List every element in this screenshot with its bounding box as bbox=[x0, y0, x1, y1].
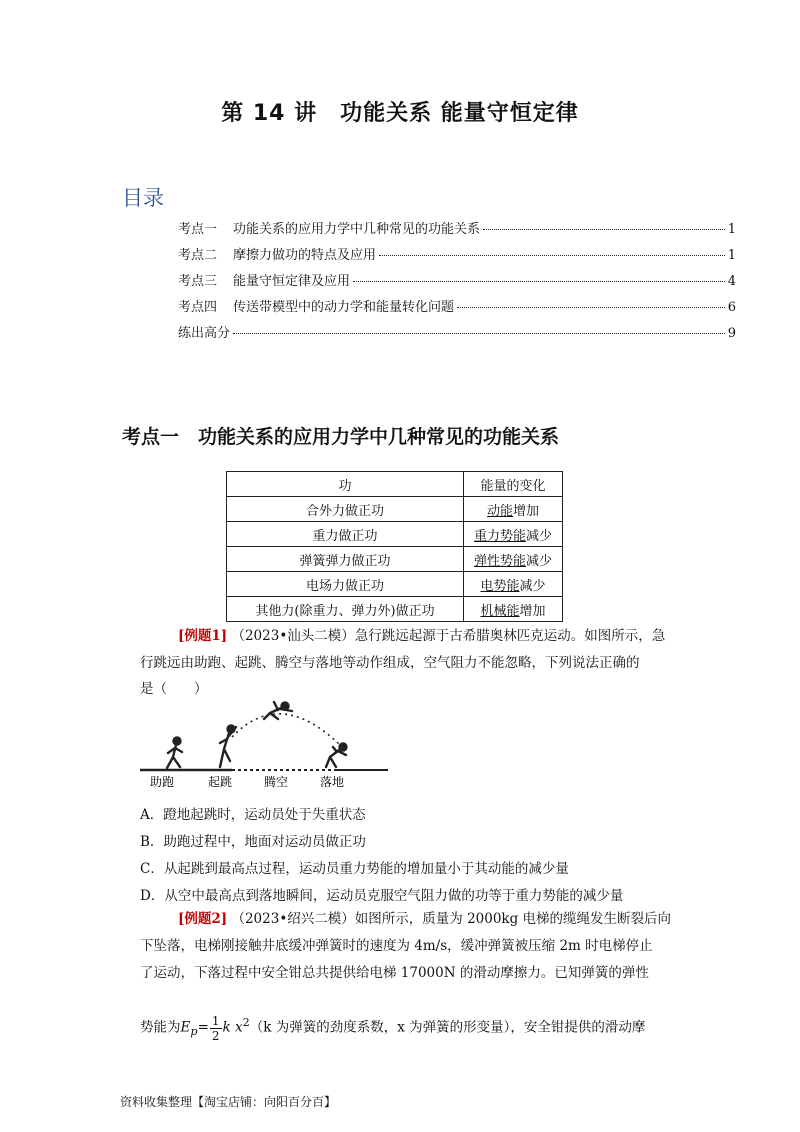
energy-change: 减少 bbox=[526, 553, 553, 569]
energy-change: 增加 bbox=[513, 503, 540, 519]
toc-item-page: 1 bbox=[727, 248, 736, 263]
energy-term: 重力势能 bbox=[473, 528, 526, 544]
option-b[interactable]: B．助跑过程中，地面对运动员做正功 bbox=[140, 834, 366, 850]
example2-line4-post: （k 为弹簧的劲度系数，x 为弹簧的形变量），安全钳提供的滑动摩 bbox=[249, 1019, 646, 1036]
example2-text: （2023•绍兴二模）如图所示，质量为 2000kg 电梯的缆绳发生断裂后向 bbox=[231, 911, 672, 927]
toc-item-text: 摩擦力做功的特点及应用 bbox=[233, 248, 377, 263]
figure-label-flight: 腾空 bbox=[264, 775, 289, 789]
table-row bbox=[227, 597, 563, 622]
table-header-row bbox=[227, 472, 563, 497]
page-title: 第 14 讲 功能关系 能量守恒定律 bbox=[221, 101, 579, 126]
runner-figure bbox=[167, 738, 182, 769]
toc-item[interactable] bbox=[178, 296, 736, 316]
toc-item[interactable] bbox=[178, 218, 736, 238]
toc-item[interactable] bbox=[178, 244, 736, 264]
example1-tag: [例题1] bbox=[178, 628, 228, 644]
table-header-work: 功 bbox=[227, 472, 464, 497]
toc-item[interactable] bbox=[178, 322, 736, 342]
toc-item-text: 练出高分 bbox=[178, 326, 231, 341]
example2-line3: 了运动，下落过程中安全钳总共提供给电梯 17000N 的滑动摩擦力。已知弹簧的弹性 bbox=[140, 965, 649, 981]
table-row bbox=[227, 497, 563, 522]
toc-leader bbox=[353, 281, 725, 282]
table-header-energy: 能量的变化 bbox=[464, 472, 563, 497]
formula-var: k x bbox=[222, 1019, 243, 1036]
table-row bbox=[227, 547, 563, 572]
example1-line2: 行跳远由助跑、起跳、腾空与落地等动作组成，空气阻力不能忽略，下列说法正确的 bbox=[140, 655, 640, 671]
option-a[interactable]: A．蹬地起跳时，运动员处于失重状态 bbox=[140, 807, 366, 823]
energy-term: 机械能 bbox=[480, 603, 520, 619]
table-cell-work: 弹簧弹力做正功 bbox=[227, 547, 464, 572]
toc-item-num: 考点二 bbox=[178, 248, 218, 263]
toc-leader bbox=[233, 333, 725, 334]
long-jump-figure bbox=[140, 697, 390, 793]
jumper-figure bbox=[220, 726, 236, 768]
example2-line4 bbox=[140, 1005, 645, 1050]
landing-figure bbox=[326, 744, 347, 768]
figure-label-run: 助跑 bbox=[150, 775, 175, 789]
energy-change: 减少 bbox=[519, 578, 546, 594]
figure-label-takeoff: 起跳 bbox=[208, 775, 233, 789]
table-row bbox=[227, 572, 563, 597]
figure-label-landing: 落地 bbox=[320, 775, 345, 789]
toc-leader bbox=[457, 307, 725, 308]
toc-item-page: 9 bbox=[727, 326, 736, 341]
table-cell-work: 其他力(除重力、弹力外)做正功 bbox=[227, 597, 464, 622]
option-d[interactable]: D．从空中最高点到落地瞬间，运动员克服空气阻力做的功等于重力势能的减少量 bbox=[140, 888, 624, 904]
page-footer: 资料收集整理【淘宝店铺：向阳百分百】 bbox=[120, 1095, 337, 1109]
toc-item-page: 6 bbox=[727, 300, 736, 315]
trajectory-arc bbox=[232, 714, 340, 745]
toc-item[interactable] bbox=[178, 270, 736, 290]
table-cell-energy bbox=[464, 522, 563, 547]
section-heading: 考点一 功能关系的应用力学中几种常见的功能关系 bbox=[122, 426, 560, 448]
energy-term: 弹性势能 bbox=[473, 553, 526, 569]
toc-leader bbox=[483, 229, 725, 230]
energy-table bbox=[226, 471, 563, 622]
formula-lhs: E bbox=[180, 1019, 191, 1036]
energy-term: 电势能 bbox=[480, 578, 520, 594]
table-row bbox=[227, 522, 563, 547]
example1-line1 bbox=[178, 623, 665, 649]
toc-leader bbox=[379, 255, 725, 256]
toc-item-text: 传送带模型中的动力学和能量转化问题 bbox=[233, 300, 455, 315]
formula-denominator: 2 bbox=[211, 1028, 220, 1043]
table-cell-energy bbox=[464, 497, 563, 522]
toc-item-page: 4 bbox=[727, 274, 736, 289]
toc-item-num: 考点三 bbox=[178, 274, 218, 289]
example1-text: （2023•汕头二模）急行跳远起源于古希腊奥林匹克运动。如图所示，急 bbox=[231, 628, 666, 644]
example2-tag: [例题2] bbox=[178, 911, 228, 927]
table-cell-energy bbox=[464, 597, 563, 622]
toc-item-page: 1 bbox=[727, 222, 736, 237]
table-cell-work: 电场力做正功 bbox=[227, 572, 464, 597]
energy-change: 增加 bbox=[519, 603, 546, 619]
toc-item-text: 功能关系的应用力学中几种常见的功能关系 bbox=[233, 222, 481, 237]
toc-item-text: 能量守恒定律及应用 bbox=[233, 274, 351, 289]
example1-line3: 是（ ） bbox=[140, 681, 208, 697]
formula-eq: = bbox=[197, 1019, 209, 1036]
formula-sup: 2 bbox=[242, 1016, 250, 1029]
formula-sub: p bbox=[190, 1025, 198, 1039]
table-cell-work: 重力做正功 bbox=[227, 522, 464, 547]
table-cell-energy bbox=[464, 572, 563, 597]
energy-change: 减少 bbox=[526, 528, 553, 544]
table-cell-work: 合外力做正功 bbox=[227, 497, 464, 522]
table-cell-energy bbox=[464, 547, 563, 572]
flying-figure bbox=[264, 702, 292, 719]
energy-term: 动能 bbox=[486, 503, 513, 519]
example2-line4-pre: 势能为 bbox=[140, 1019, 181, 1036]
long-jump-illustration bbox=[140, 697, 390, 789]
toc-item-num: 考点一 bbox=[178, 222, 218, 237]
formula-fraction bbox=[210, 1014, 222, 1043]
option-c[interactable]: C．从起跳到最高点过程，运动员重力势能的增加量小于其动能的减少量 bbox=[140, 861, 569, 877]
toc-item-num: 考点四 bbox=[178, 300, 218, 315]
toc-heading: 目录 bbox=[122, 186, 164, 210]
example2-line1 bbox=[178, 906, 671, 932]
example2-line2: 下坠落，电梯刚接触井底缓冲弹簧时的速度为 4m/s，缓冲弹簧被压缩 2m 时电梯停止 bbox=[140, 938, 653, 954]
formula-numerator: 1 bbox=[211, 1013, 220, 1028]
